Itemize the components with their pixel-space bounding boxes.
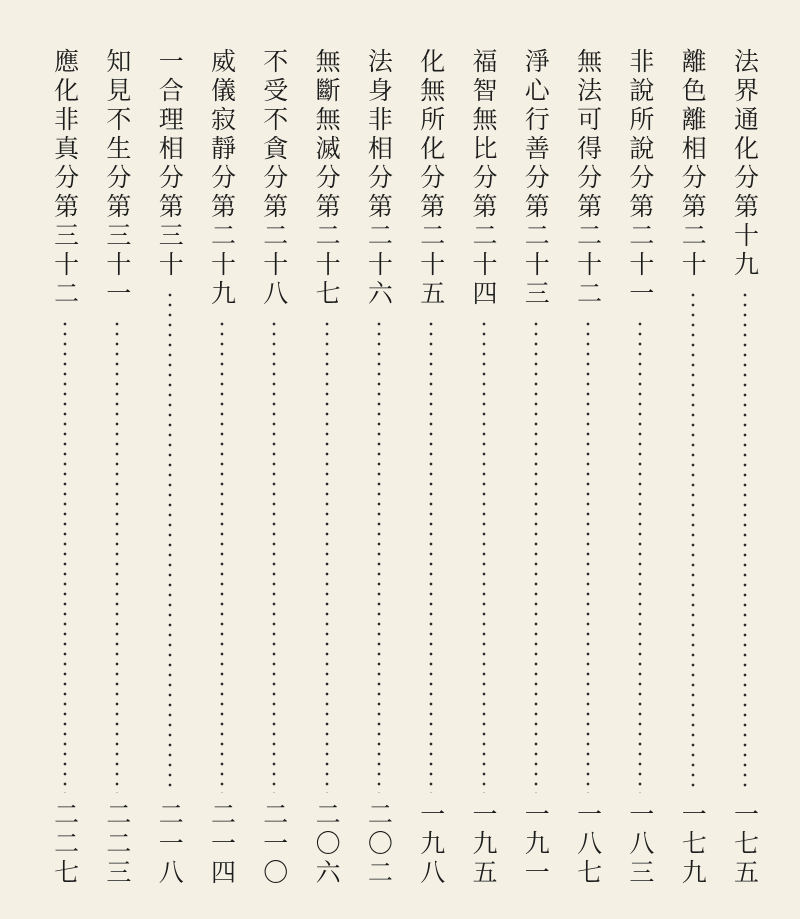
toc-entry-title: 非說所說分第二十一 <box>625 48 655 309</box>
toc-entry <box>673 48 713 888</box>
dot-leader <box>63 319 67 793</box>
toc-entry <box>202 48 242 888</box>
toc-entry-page-number: 二一八 <box>155 801 185 888</box>
dot-leader <box>168 290 172 793</box>
dot-leader <box>482 319 486 793</box>
toc-entry-title: 不受不貪分第二十八 <box>259 48 289 309</box>
toc-entry <box>97 48 137 888</box>
toc-entry-title: 知見不生分第三十一 <box>102 48 132 309</box>
dot-leader <box>691 290 695 793</box>
toc-entry <box>620 48 660 888</box>
dot-leader <box>743 290 747 793</box>
dot-leader <box>638 319 642 793</box>
toc-entry <box>254 48 294 888</box>
toc-entry-page-number: 一九五 <box>469 801 498 888</box>
dot-leader <box>429 319 433 793</box>
toc-entry <box>411 48 451 888</box>
dot-leader <box>325 319 329 793</box>
toc-entry-page-number: 二一〇 <box>259 801 289 888</box>
toc-entry-title: 福智無比分第二十四 <box>469 48 498 309</box>
toc-entry-page-number: 一九一 <box>521 801 551 888</box>
toc-entry <box>359 48 399 888</box>
toc-entry-title: 法界通化分第十九 <box>730 48 760 280</box>
toc-entry <box>516 48 556 888</box>
toc-entry <box>464 48 504 888</box>
toc-entry-page-number: 二〇六 <box>312 801 342 888</box>
toc-entry-page-number: 二〇二 <box>364 801 394 888</box>
dot-leader <box>377 319 381 793</box>
toc-entry-title: 離色離相分第二十 <box>678 48 708 280</box>
toc-entry-page-number: 一九八 <box>416 801 446 888</box>
dot-leader <box>272 319 276 793</box>
toc-entry <box>725 48 765 888</box>
dot-leader <box>586 319 590 793</box>
toc-entry-page-number: 二一四 <box>207 801 237 888</box>
toc-entry-page-number: 一七五 <box>730 801 760 888</box>
toc-entry <box>568 48 608 888</box>
toc-entry-title: 淨心行善分第二十三 <box>521 48 551 309</box>
toc-entry <box>150 48 190 888</box>
toc-entry-page-number: 二二七 <box>50 801 80 888</box>
toc-entry-title: 無斷無滅分第二十七 <box>312 48 342 309</box>
toc-entry-page-number: 一八七 <box>573 801 603 888</box>
toc-entry-title: 化無所化分第二十五 <box>416 48 446 309</box>
dot-leader <box>534 319 538 793</box>
toc-entry-title: 無法可得分第二十二 <box>573 48 603 309</box>
toc-entry <box>307 48 347 888</box>
toc-entry-title: 法身非相分第二十六 <box>364 48 394 309</box>
toc-entry <box>45 48 85 888</box>
dot-leader <box>115 319 119 793</box>
dot-leader <box>220 319 224 793</box>
toc-entry-title: 應化非真分第三十二 <box>50 48 80 309</box>
toc-entry-page-number: 二二三 <box>102 801 132 888</box>
toc-entry-page-number: 一七九 <box>678 801 708 888</box>
toc-entry-title: 威儀寂靜分第二十九 <box>207 48 237 309</box>
toc-entry-title: 一合理相分第三十 <box>155 48 185 280</box>
toc-entry-page-number: 一八三 <box>625 801 655 888</box>
